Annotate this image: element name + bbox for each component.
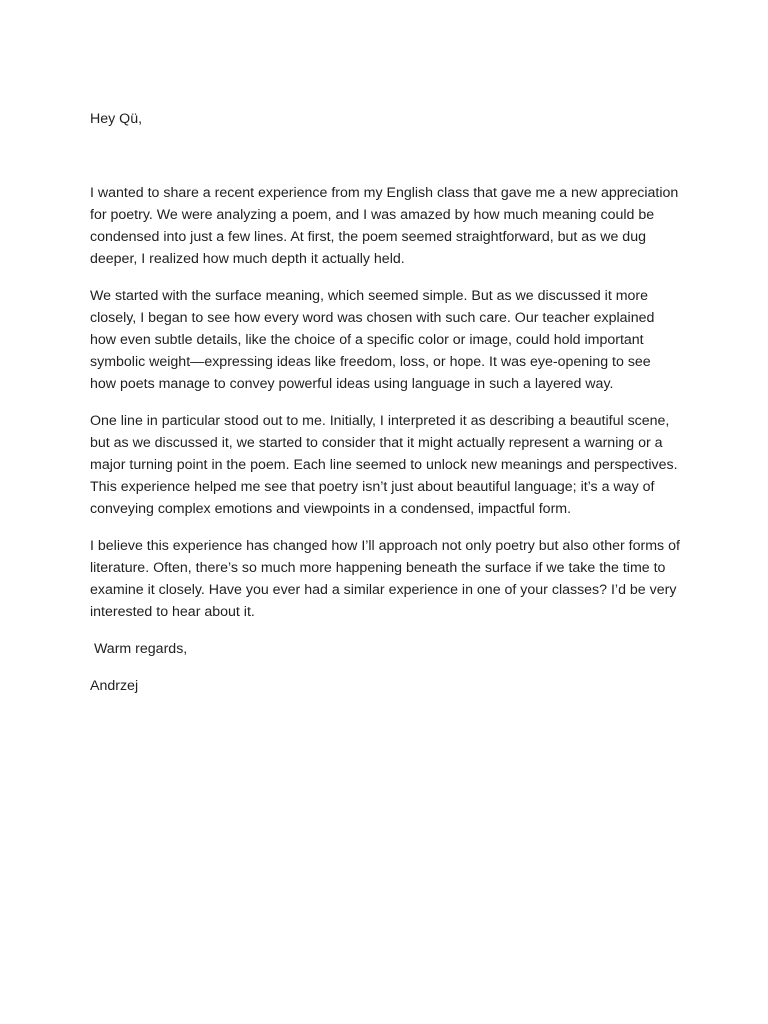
letter-body — [90, 108, 680, 697]
paragraph: I believe this experience has changed how I’ll approach not only poetry but also other forms of literature. Often, there’s so much more happening beneath the surface if we take the time to examine it closely. Have you ever had a similar experience in one of your classes? I’d be very interested to hear about it. — [90, 538, 680, 620]
greeting: Hey Qü, — [90, 111, 143, 127]
closing: Warm regards, — [90, 641, 188, 657]
signature: Andrzej — [90, 678, 139, 694]
paragraph: One line in particular stood out to me. Initially, I interpreted it as describing a beautiful scene, but as we discussed it, we started to consider that it might actually represent a warning or a major turning point in the poem. Each line seemed to unlock new meanings and perspectives. This experience helped me see that poetry isn’t just about beautiful language; it’s a way of conveying complex emotions and viewpoints in a condensed, impactful form. — [90, 413, 678, 517]
paragraph: We started with the surface meaning, which seemed simple. But as we discussed it more closely, I began to see how every word was chosen with such care. Our teacher explained how even subtle details, like the choice of a specific color or image, could hold important symbolic weight—expressing ideas like freedom, loss, or hope. It was eye-opening to see how poets manage to convey powerful ideas using language in such a layered way. — [90, 288, 655, 392]
paragraph: I wanted to share a recent experience from my English class that gave me a new appreciation for poetry. We were analyzing a poem, and I was amazed by how much meaning could be condensed into just a few lines. At first, the poem seemed straightforward, but as we dug deeper, I realized how much depth it actually held. — [90, 185, 679, 267]
